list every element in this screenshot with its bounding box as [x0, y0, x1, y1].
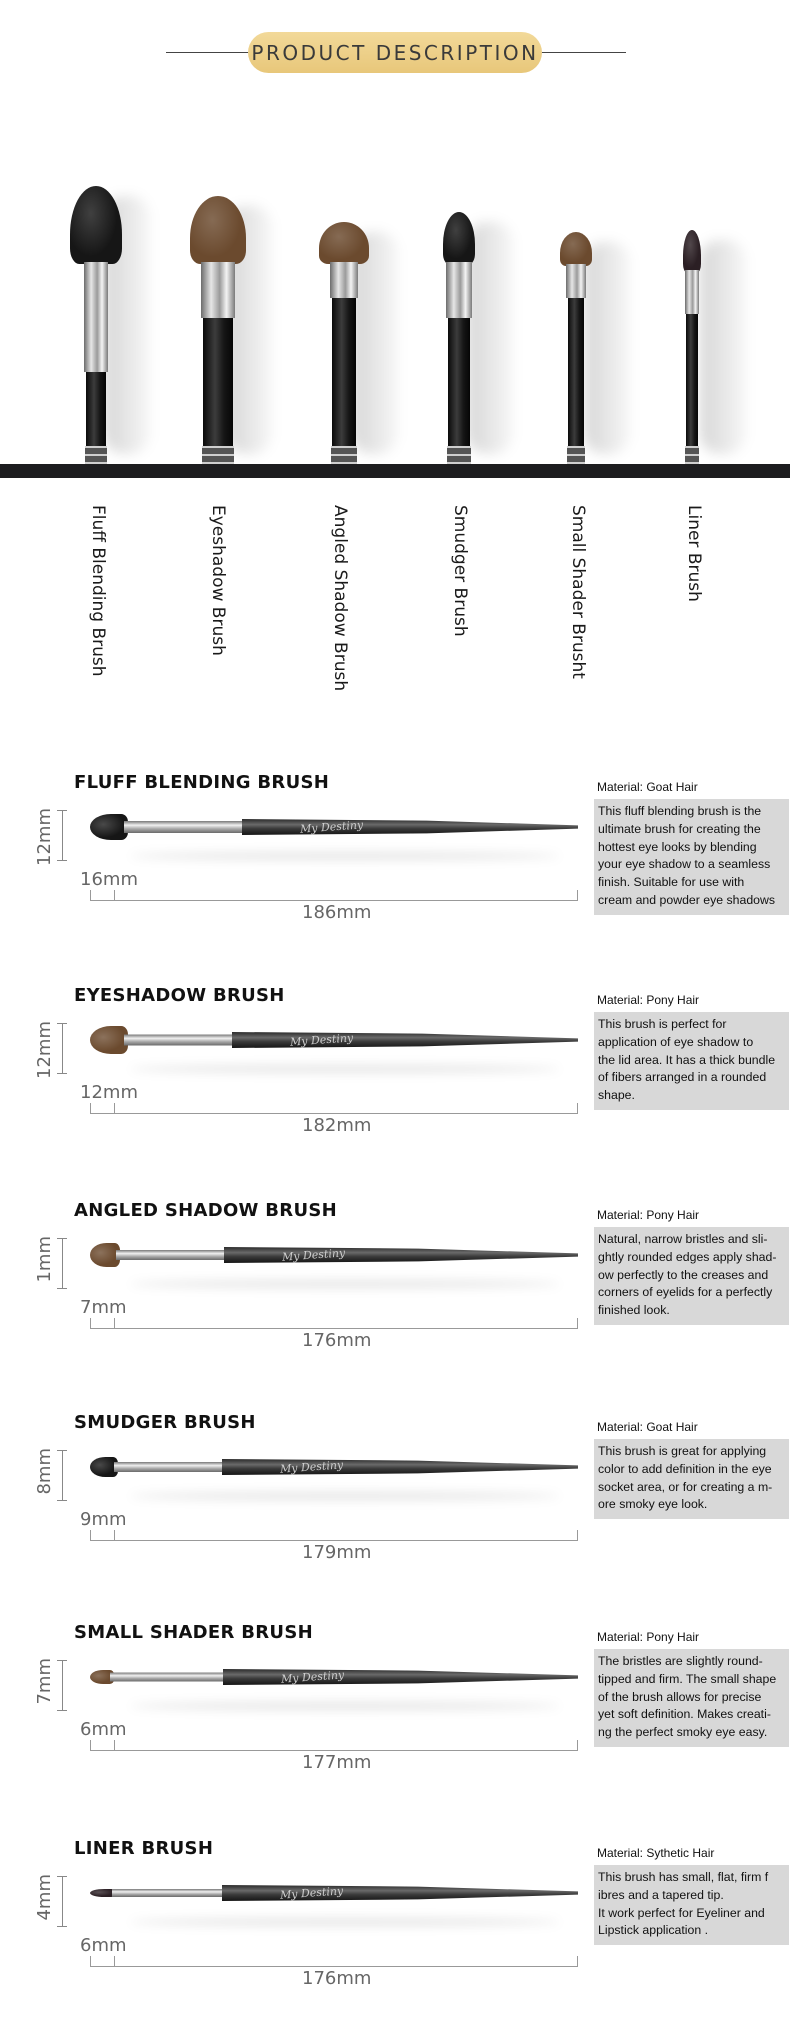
product-title: EYESHADOW BRUSH	[74, 985, 285, 1006]
product-description: This fluff blending brush is the ultimate brush for creating the hottest eye looks by blending your eye shadow to a seamless finish. Suitable for use with cream and powder eye shadows	[594, 799, 789, 915]
brush-illustration	[60, 1023, 600, 1057]
length-tick	[114, 1318, 115, 1328]
brush-handle	[232, 1032, 578, 1048]
brush-ferrule	[124, 821, 244, 833]
product-section	[0, 1412, 790, 1612]
product-section	[0, 985, 790, 1185]
brush-bristles	[90, 1026, 128, 1054]
material-label: Material: Goat Hair	[597, 1420, 698, 1434]
brush-ferrule	[84, 262, 108, 372]
length-tick	[90, 1740, 91, 1750]
head-size-label: 4mm	[34, 1874, 55, 1921]
brush-ferrule	[116, 1250, 226, 1260]
brush-rings	[447, 446, 471, 464]
brush-ferrule	[330, 262, 358, 298]
material-label: Material: Pony Hair	[597, 1208, 700, 1222]
brand-logo: My Destiny	[279, 1884, 344, 1902]
product-description: This brush is great for applying color to add definition in the eye socket area, or for creating a m- ore smoky eye look.	[594, 1439, 789, 1519]
brush-ferrule	[446, 262, 472, 318]
dimension-tick	[57, 810, 67, 811]
head-size-label: 8mm	[34, 1448, 55, 1495]
length-tick	[114, 1103, 115, 1113]
brush-ferrule	[114, 1462, 224, 1472]
head-size-label: 12mm	[34, 808, 55, 866]
product-section	[0, 1838, 790, 2038]
head-size-label: 12mm	[34, 1021, 55, 1079]
brush-shadow	[130, 1492, 560, 1500]
length-tick	[114, 1530, 115, 1540]
page-title: PRODUCT DESCRIPTION	[248, 32, 542, 73]
tip-length-label: 7mm	[80, 1297, 127, 1318]
brush-illustration	[60, 1238, 600, 1272]
product-section	[0, 1200, 790, 1400]
dimension-tick	[57, 1288, 67, 1289]
material-label: Material: Goat Hair	[597, 780, 698, 794]
length-tick	[114, 1956, 115, 1966]
total-length-label: 182mm	[302, 1115, 372, 1136]
brush-handle	[242, 819, 578, 835]
product-title: FLUFF BLENDING BRUSH	[74, 772, 330, 793]
product-description: This brush has small, flat, firm f ibres and a tapered tip. It work perfect for Eyeliner and Lipstick application .	[594, 1865, 789, 1945]
material-label: Material: Pony Hair	[597, 993, 700, 1007]
product-title: ANGLED SHADOW BRUSH	[74, 1200, 337, 1221]
brush-handle	[222, 1885, 578, 1901]
length-tick	[577, 1956, 578, 1966]
length-tick	[90, 890, 91, 900]
dimension-tick	[57, 1876, 67, 1877]
brush-ferrule	[201, 262, 235, 318]
brush-ferrule	[112, 1889, 224, 1897]
brush-handle	[224, 1247, 578, 1263]
length-rule	[90, 1540, 578, 1541]
brand-logo: My Destiny	[279, 1458, 344, 1476]
brush-handle	[86, 372, 106, 446]
total-length-label: 186mm	[302, 902, 372, 923]
product-section	[0, 1622, 790, 1822]
brush-shadow	[130, 1065, 560, 1073]
length-tick	[90, 1956, 91, 1966]
length-tick	[577, 1740, 578, 1750]
total-length-label: 179mm	[302, 1542, 372, 1563]
brush-name-label: Angled Shadow Brush	[330, 505, 350, 692]
brush-ferrule	[566, 264, 586, 298]
brush-handle	[568, 298, 584, 446]
length-tick	[90, 1318, 91, 1328]
brush-shadow	[130, 852, 560, 860]
brush-ferrule	[685, 270, 699, 314]
brush-shadow	[130, 1280, 560, 1288]
brush-handle	[448, 318, 470, 446]
top-brush	[536, 0, 616, 470]
dimension-tick	[57, 1023, 67, 1024]
dimension-tick	[57, 1500, 67, 1501]
brush-illustration	[60, 810, 600, 844]
tip-length-label: 6mm	[80, 1935, 127, 1956]
brush-handle	[332, 298, 356, 446]
brush-bristles	[319, 222, 369, 264]
brush-rings	[202, 446, 234, 464]
dimension-bar	[62, 1876, 63, 1926]
brush-name-label: Small Shader Brusht	[568, 505, 588, 679]
dimension-tick	[57, 860, 67, 861]
dimension-bar	[62, 1660, 63, 1710]
length-rule	[90, 1113, 578, 1114]
brush-handle	[203, 318, 233, 446]
product-title: SMUDGER BRUSH	[74, 1412, 256, 1433]
top-brush	[652, 0, 732, 470]
brush-shadow	[700, 240, 746, 454]
tip-length-label: 9mm	[80, 1509, 127, 1530]
tip-length-label: 12mm	[80, 1082, 138, 1103]
total-length-label: 176mm	[302, 1968, 372, 1989]
product-description: The bristles are slightly round- tipped and firm. The small shape of the brush allows for precise yet soft definition. Makes creati- ng the perfect smoky eye easy.	[594, 1649, 789, 1747]
brush-illustration	[60, 1876, 600, 1910]
brush-bristles	[683, 230, 701, 272]
dimension-bar	[62, 1450, 63, 1500]
brush-ferrule	[124, 1035, 234, 1046]
dimension-tick	[57, 1073, 67, 1074]
brush-rings	[331, 446, 357, 464]
brush-bristles	[190, 196, 246, 264]
brush-name-label: Fluff Blending Brush	[88, 505, 108, 677]
brush-name-label: Liner Brush	[684, 505, 704, 602]
total-length-label: 177mm	[302, 1752, 372, 1773]
head-size-label: 7mm	[34, 1658, 55, 1705]
length-tick	[114, 890, 115, 900]
material-label: Material: Pony Hair	[597, 1630, 700, 1644]
length-tick	[114, 1740, 115, 1750]
product-description: This brush is perfect for application of eye shadow to the lid area. It has a thick bundle of fibers arranged in a rounded shape.	[594, 1012, 789, 1110]
brush-name-label: Eyeshadow Brush	[208, 505, 228, 656]
tip-length-label: 6mm	[80, 1719, 127, 1740]
top-brush	[304, 0, 384, 470]
dimension-tick	[57, 1660, 67, 1661]
material-label: Material: Sythetic Hair	[597, 1846, 715, 1860]
brush-handle	[686, 314, 698, 446]
brush-handle	[223, 1669, 578, 1685]
brush-shadow	[130, 1918, 560, 1926]
top-brush	[178, 0, 258, 470]
brush-rings	[567, 446, 585, 464]
dimension-tick	[57, 1926, 67, 1927]
length-tick	[577, 890, 578, 900]
brush-rings	[85, 446, 107, 464]
brush-bristles	[560, 232, 592, 266]
brush-shadow	[352, 232, 398, 454]
length-tick	[90, 1530, 91, 1540]
brand-logo: My Destiny	[299, 818, 364, 836]
brush-stand	[0, 464, 790, 478]
length-rule	[90, 1966, 578, 1967]
length-tick	[577, 1103, 578, 1113]
length-tick	[577, 1530, 578, 1540]
brush-illustration	[60, 1450, 600, 1484]
length-rule	[90, 1328, 578, 1329]
brush-shadow	[130, 1702, 560, 1710]
length-tick	[90, 1103, 91, 1113]
brand-logo: My Destiny	[281, 1246, 346, 1264]
dimension-tick	[57, 1450, 67, 1451]
total-length-label: 176mm	[302, 1330, 372, 1351]
top-brush	[56, 0, 136, 470]
brush-name-label: Smudger Brush	[450, 505, 470, 637]
product-section	[0, 772, 790, 972]
dimension-tick	[57, 1238, 67, 1239]
brand-logo: My Destiny	[280, 1668, 345, 1686]
brush-ferrule	[110, 1673, 225, 1682]
product-title: SMALL SHADER BRUSH	[74, 1622, 313, 1643]
product-description: Natural, narrow bristles and sli- ghtly rounded edges apply shad- ow perfectly to the creases and corners of eyelids for a perfectly finished look.	[594, 1227, 789, 1325]
brush-shadow	[584, 242, 630, 454]
dimension-bar	[62, 1238, 63, 1288]
product-title: LINER BRUSH	[74, 1838, 214, 1859]
brush-bristles	[443, 212, 475, 264]
brush-illustration	[60, 1660, 600, 1694]
top-brush	[419, 0, 499, 470]
brand-logo: My Destiny	[289, 1031, 354, 1049]
length-rule	[90, 1750, 578, 1751]
length-tick	[577, 1318, 578, 1328]
dimension-bar	[62, 810, 63, 860]
dimension-tick	[57, 1710, 67, 1711]
tip-length-label: 16mm	[80, 869, 138, 890]
brush-bristles	[90, 814, 128, 840]
dimension-bar	[62, 1023, 63, 1073]
head-size-label: 1mm	[34, 1236, 55, 1283]
brush-rings	[685, 446, 699, 464]
length-rule	[90, 900, 578, 901]
brush-handle	[222, 1459, 578, 1475]
